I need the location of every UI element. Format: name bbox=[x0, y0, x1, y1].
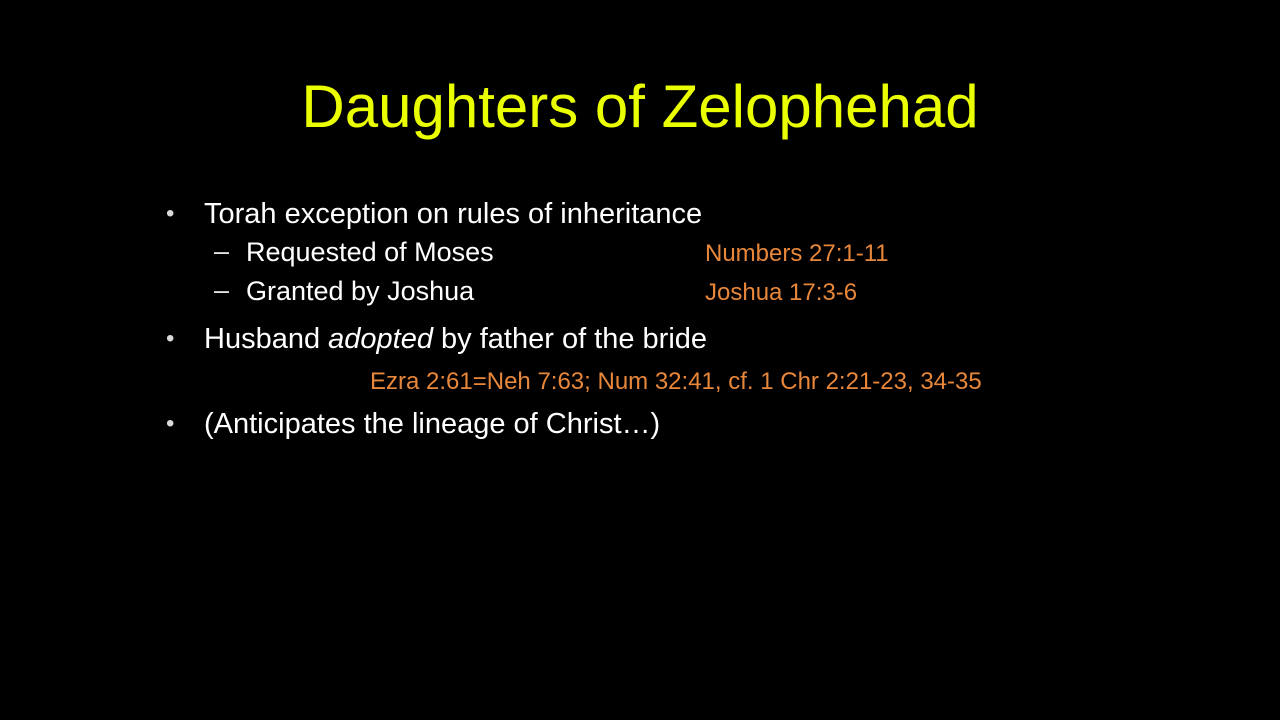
bullet-text-emphasis: adopted bbox=[328, 323, 433, 355]
bullet-text-before: Husband bbox=[204, 323, 329, 355]
bullet-text: (Anticipates the lineage of Christ…) bbox=[204, 408, 661, 440]
sub-bullet-text: Requested of Moses bbox=[246, 237, 494, 267]
bullet-marker-dot: • bbox=[166, 200, 175, 227]
bullet-marker-dot: • bbox=[166, 410, 175, 437]
bullet-marker-dash: – bbox=[214, 275, 230, 305]
slide-title: Daughters of Zelophehad bbox=[301, 73, 979, 140]
bullet-item bbox=[160, 200, 1160, 229]
scripture-reference: Joshua 17:3-6 bbox=[705, 279, 858, 306]
bullet-marker-dash: – bbox=[214, 236, 230, 266]
bullet-item bbox=[160, 325, 1160, 354]
bullet-text: Torah exception on rules of inheritance bbox=[204, 198, 703, 230]
sub-bullet-text: Granted by Joshua bbox=[246, 276, 475, 306]
bullet-item bbox=[160, 410, 1160, 439]
scripture-reference: Numbers 27:1-11 bbox=[705, 240, 889, 267]
scripture-reference-block: Ezra 2:61=Neh 7:63; Num 32:41, cf. 1 Chr 2:21-23, 34-35 bbox=[370, 368, 982, 395]
sub-bullet-item bbox=[160, 236, 1160, 267]
sub-bullet-item bbox=[160, 275, 1160, 306]
bullet-text-after: by father of the bride bbox=[432, 323, 708, 355]
bullet-marker-dot: • bbox=[166, 325, 175, 352]
slide-body bbox=[160, 200, 1160, 449]
